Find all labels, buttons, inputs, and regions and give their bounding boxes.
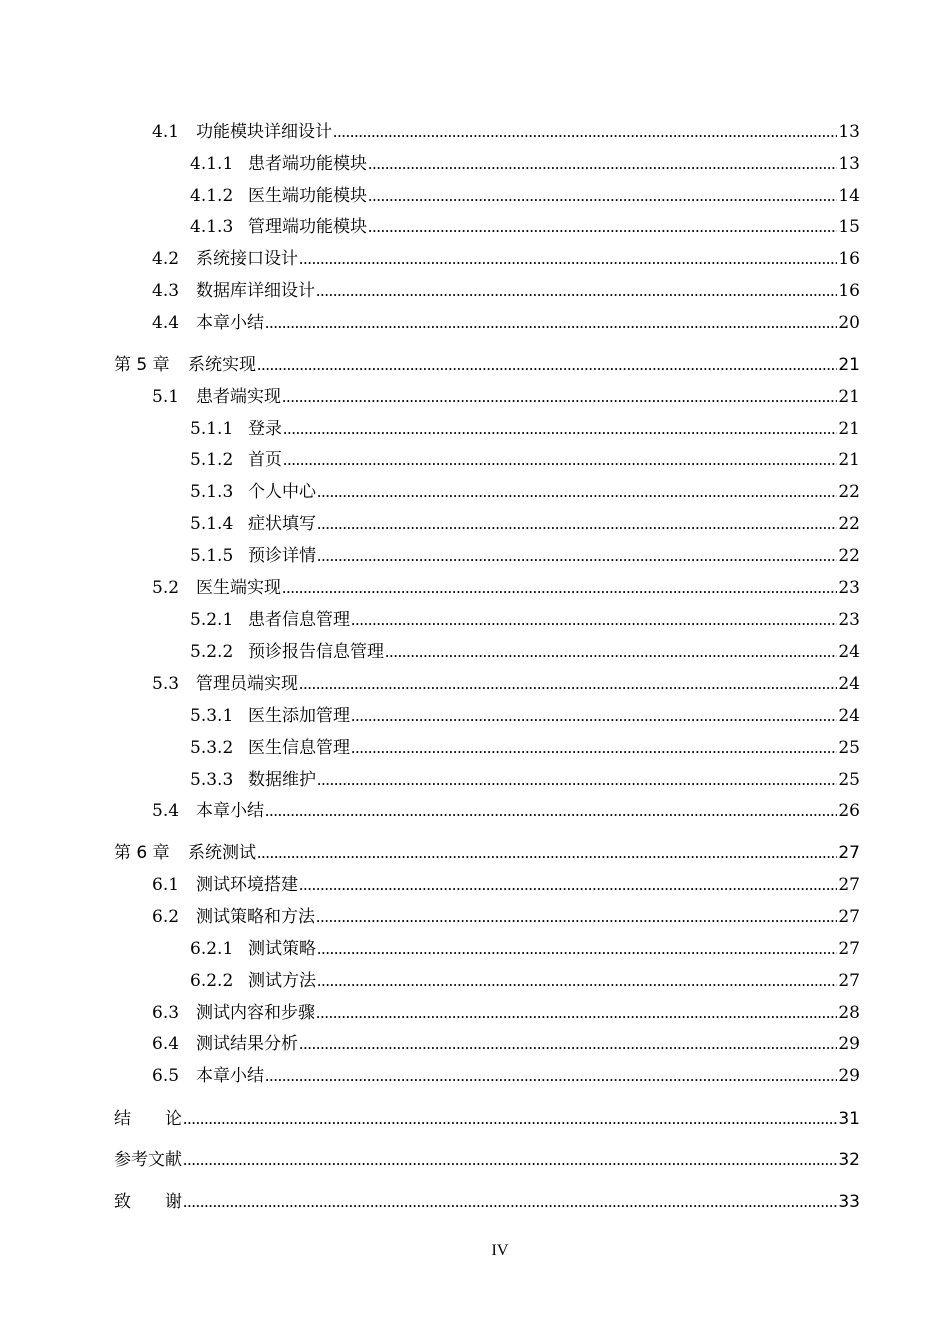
- toc-entry-number: 4.1: [152, 122, 180, 142]
- toc-entry-number: 5.1.3: [190, 482, 234, 502]
- toc-entry-number: 6.5: [152, 1066, 180, 1086]
- toc-leader-dots: [368, 153, 837, 175]
- toc-entry[interactable]: [0, 185, 860, 207]
- toc-entry-page: 27: [838, 939, 860, 959]
- toc-entry-number: 第 5 章: [114, 355, 170, 375]
- toc-leader-dots: [317, 970, 837, 992]
- toc-leader-dots: [299, 248, 837, 270]
- toc-entry[interactable]: [0, 906, 860, 928]
- toc-entry[interactable]: [0, 481, 860, 503]
- toc-entry-page: 27: [838, 907, 860, 927]
- toc-leader-dots: [351, 705, 837, 727]
- toc-entry[interactable]: [0, 609, 860, 631]
- toc-entry[interactable]: [0, 312, 860, 334]
- toc-entry-title: 管理员端实现: [196, 674, 298, 694]
- toc-entry-number: 5.1: [152, 387, 180, 407]
- toc-leader-dots: [317, 769, 837, 791]
- toc-entry-number: 5.3.2: [190, 738, 234, 758]
- toc-entry-page: 16: [838, 281, 860, 301]
- toc-entry-page: 14: [838, 186, 860, 206]
- toc-entry-title: 测试策略和方法: [196, 907, 315, 927]
- toc-leader-dots: [282, 386, 837, 408]
- toc-entry-number: 6.4: [152, 1034, 180, 1054]
- toc-leader-dots: [257, 842, 837, 864]
- toc-entry-title: 登录: [248, 419, 282, 439]
- toc-entry-number: 4.1.1: [190, 154, 234, 174]
- toc-leader-dots: [385, 641, 837, 663]
- toc-entry[interactable]: [0, 449, 860, 471]
- toc-entry[interactable]: [0, 248, 860, 270]
- toc-entry[interactable]: [0, 970, 860, 992]
- toc-entry-page: 24: [838, 642, 860, 662]
- toc-entry[interactable]: [0, 938, 860, 960]
- toc-chapter-entry[interactable]: [0, 1149, 860, 1171]
- toc-entry-title: 患者端功能模块: [248, 154, 367, 174]
- toc-entry-page: 27: [838, 843, 860, 863]
- toc-leader-dots: [351, 737, 837, 759]
- toc-leader-dots: [282, 577, 837, 599]
- toc-entry-title: 本章小结: [196, 1066, 264, 1086]
- toc-entry-page: 29: [838, 1066, 860, 1086]
- toc-leader-dots: [265, 800, 837, 822]
- toc-entry[interactable]: [0, 280, 860, 302]
- toc-entry-page: 21: [838, 387, 860, 407]
- toc-leader-dots: [283, 418, 837, 440]
- toc-entry[interactable]: [0, 800, 860, 822]
- toc-entry-number: 4.1.2: [190, 186, 234, 206]
- toc-entry-number: 5.4: [152, 801, 180, 821]
- toc-entry-page: 33: [838, 1192, 860, 1212]
- toc-entry-title: 预诊报告信息管理: [248, 642, 384, 662]
- toc-entry-title: 数据维护: [248, 770, 316, 790]
- toc-entry-number: 第 6 章: [114, 843, 170, 863]
- toc-entry-page: 13: [838, 122, 860, 142]
- toc-entry-title: 系统实现: [188, 355, 256, 375]
- toc-leader-dots: [317, 513, 837, 535]
- toc-chapter-entry[interactable]: [0, 354, 860, 376]
- toc-entry[interactable]: [0, 641, 860, 663]
- toc-entry-page: 27: [838, 875, 860, 895]
- toc-entry[interactable]: [0, 673, 860, 695]
- toc-leader-dots: [316, 906, 837, 928]
- toc-entry-page: 20: [838, 313, 860, 333]
- toc-entry-title: 测试结果分析: [196, 1034, 298, 1054]
- toc-entry[interactable]: [0, 418, 860, 440]
- toc-leader-dots: [183, 1149, 837, 1171]
- toc-entry[interactable]: [0, 1065, 860, 1087]
- toc-entry-title: 预诊详情: [248, 546, 316, 566]
- toc-entry-page: 13: [838, 154, 860, 174]
- toc-entry[interactable]: [0, 545, 860, 567]
- toc-entry-title: 医生端实现: [196, 578, 281, 598]
- toc-leader-dots: [317, 938, 837, 960]
- toc-entry[interactable]: [0, 121, 860, 143]
- toc-leader-dots: [317, 481, 837, 503]
- toc-entry[interactable]: [0, 769, 860, 791]
- toc-entry[interactable]: [0, 705, 860, 727]
- toc-entry[interactable]: [0, 1033, 860, 1055]
- toc-leader-dots: [317, 545, 837, 567]
- toc-entry-page: 21: [838, 355, 860, 375]
- toc-entry-title: 结 论: [114, 1109, 182, 1129]
- toc-entry-number: 5.1.1: [190, 419, 234, 439]
- toc-entry-title: 致 谢: [114, 1192, 182, 1212]
- toc-entry-title: 医生添加管理: [248, 706, 350, 726]
- toc-entry-title: 患者端实现: [196, 387, 281, 407]
- toc-entry-page: 27: [838, 971, 860, 991]
- toc-leader-dots: [299, 673, 837, 695]
- toc-entry-page: 22: [838, 546, 860, 566]
- toc-entry-title: 症状填写: [248, 514, 316, 534]
- toc-entry-page: 28: [838, 1003, 860, 1023]
- toc-leader-dots: [283, 449, 837, 471]
- page-number-footer: IV: [491, 1242, 509, 1259]
- toc-chapter-entry[interactable]: [0, 1108, 860, 1130]
- toc-entry-title: 管理端功能模块: [248, 217, 367, 237]
- toc-leader-dots: [368, 185, 837, 207]
- toc-entry-number: 4.1.3: [190, 217, 234, 237]
- toc-entry-page: 26: [838, 801, 860, 821]
- toc-entry-title: 医生信息管理: [248, 738, 350, 758]
- toc-entry[interactable]: [0, 153, 860, 175]
- toc-entry-page: 24: [838, 706, 860, 726]
- toc-leader-dots: [265, 312, 837, 334]
- toc-leader-dots: [333, 121, 837, 143]
- toc-entry-page: 29: [838, 1034, 860, 1054]
- toc-leader-dots: [299, 1033, 837, 1055]
- toc-entry-page: 22: [838, 514, 860, 534]
- toc-entry-page: 25: [838, 770, 860, 790]
- toc-entry[interactable]: [0, 216, 860, 238]
- toc-leader-dots: [351, 609, 837, 631]
- toc-entry-page: 25: [838, 738, 860, 758]
- toc-entry-title: 测试策略: [248, 939, 316, 959]
- toc-leader-dots: [368, 216, 837, 238]
- toc-entry-page: 31: [838, 1109, 860, 1129]
- toc-entry-number: 5.1.2: [190, 450, 234, 470]
- toc-entry-number: 5.3: [152, 674, 180, 694]
- toc-entry-number: 6.2: [152, 907, 180, 927]
- toc-entry-title: 系统测试: [188, 843, 256, 863]
- toc-entry-page: 22: [838, 482, 860, 502]
- toc-entry-number: 5.2: [152, 578, 180, 598]
- toc-entry-number: 5.1.4: [190, 514, 234, 534]
- toc-entry-title: 测试方法: [248, 971, 316, 991]
- toc-entry[interactable]: [0, 577, 860, 599]
- toc-entry-page: 24: [838, 674, 860, 694]
- toc-entry-number: 5.3.3: [190, 770, 234, 790]
- toc-entry-number: 4.4: [152, 313, 180, 333]
- toc-entry[interactable]: [0, 1002, 860, 1024]
- toc-entry-number: 6.1: [152, 875, 180, 895]
- toc-entry-page: 21: [838, 450, 860, 470]
- toc-entry-page: 21: [838, 419, 860, 439]
- toc-entry-title: 本章小结: [196, 801, 264, 821]
- toc-entry-number: 4.2: [152, 249, 180, 269]
- toc-entry[interactable]: [0, 874, 860, 896]
- toc-entry-title: 测试环境搭建: [196, 875, 298, 895]
- toc-entry-title: 个人中心: [248, 482, 316, 502]
- toc-entry-title: 测试内容和步骤: [196, 1003, 315, 1023]
- toc-entry-number: 6.3: [152, 1003, 180, 1023]
- toc-leader-dots: [299, 874, 837, 896]
- toc-entry-page: 23: [838, 578, 860, 598]
- toc-leader-dots: [265, 1065, 837, 1087]
- toc-chapter-entry[interactable]: [0, 842, 860, 864]
- toc-entry-title: 系统接口设计: [196, 249, 298, 269]
- toc-entry-page: 16: [838, 249, 860, 269]
- toc-entry-number: 5.2.2: [190, 642, 234, 662]
- toc-entry-number: 4.3: [152, 281, 180, 301]
- toc-leader-dots: [183, 1108, 837, 1130]
- toc-entry-number: 5.2.1: [190, 610, 234, 630]
- toc-entry[interactable]: [0, 737, 860, 759]
- toc-chapter-entry[interactable]: [0, 1191, 860, 1213]
- toc-entry-number: 6.2.2: [190, 971, 234, 991]
- toc-entry-title: 功能模块详细设计: [196, 122, 332, 142]
- toc-entry-title: 医生端功能模块: [248, 186, 367, 206]
- toc-entry-title: 患者信息管理: [248, 610, 350, 630]
- toc-entry-number: 5.3.1: [190, 706, 234, 726]
- toc-leader-dots: [316, 280, 837, 302]
- toc-leader-dots: [183, 1191, 837, 1213]
- toc-entry-page: 15: [838, 217, 860, 237]
- toc-entry-title: 本章小结: [196, 313, 264, 333]
- toc-entry-title: 参考文献: [114, 1150, 182, 1170]
- toc-entry-number: 5.1.5: [190, 546, 234, 566]
- toc-entry-page: 32: [838, 1150, 860, 1170]
- toc-entry[interactable]: [0, 513, 860, 535]
- toc-leader-dots: [316, 1002, 837, 1024]
- toc-entry-page: 23: [838, 610, 860, 630]
- toc-entry-number: 6.2.1: [190, 939, 234, 959]
- toc-entry-title: 数据库详细设计: [196, 281, 315, 301]
- toc-entry-title: 首页: [248, 450, 282, 470]
- toc-leader-dots: [257, 354, 837, 376]
- toc-entry[interactable]: [0, 386, 860, 408]
